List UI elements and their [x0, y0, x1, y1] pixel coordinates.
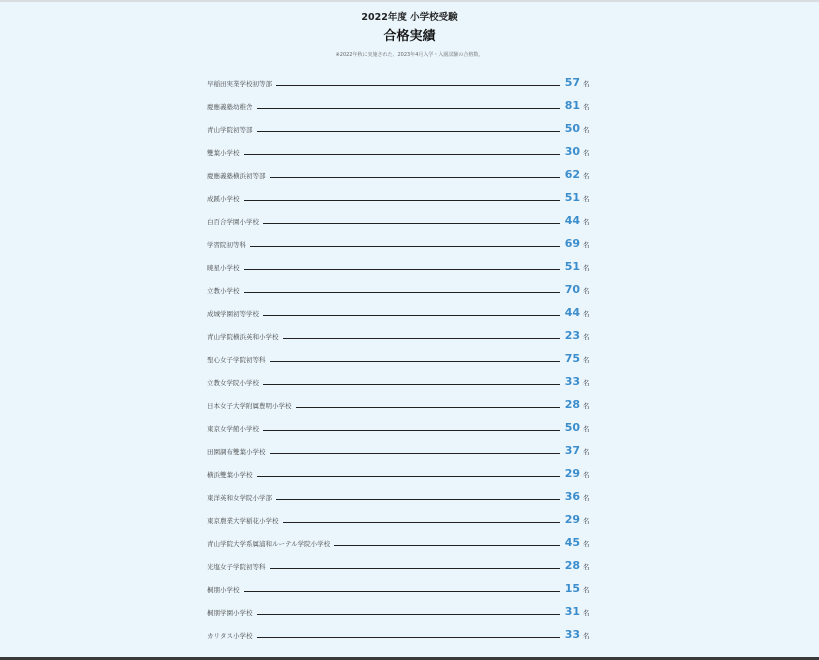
footnote: ※2022年秋に実施された、2023年4月入学・入園試験の合格数。 — [335, 52, 484, 58]
result-row — [207, 140, 591, 163]
school-name: 青山学院初等部 — [207, 125, 253, 134]
school-name: 桐朋学園小学校 — [207, 608, 253, 617]
leader-line — [270, 177, 561, 178]
leader-line — [257, 108, 561, 109]
leader-line — [250, 246, 560, 247]
leader-line — [263, 430, 560, 431]
page-title: 合格実績 — [383, 29, 436, 44]
school-name: 白百合学園小学校 — [207, 217, 259, 226]
school-name: 光塩女子学院初等科 — [207, 562, 266, 571]
pass-count: 28 — [564, 559, 580, 572]
pass-count: 23 — [564, 329, 580, 342]
result-row — [207, 485, 591, 508]
leader-line — [244, 154, 561, 155]
school-name: 立教女学院小学校 — [207, 378, 259, 387]
pass-count: 44 — [564, 214, 580, 227]
result-row — [207, 278, 591, 301]
leader-line — [296, 407, 561, 408]
result-row — [207, 94, 591, 117]
pass-count: 44 — [564, 306, 580, 319]
result-row — [207, 508, 591, 531]
pass-count: 75 — [564, 352, 580, 365]
school-name: 慶應義塾横浜初等部 — [207, 171, 266, 180]
pass-count: 51 — [564, 191, 580, 204]
pass-count: 33 — [564, 375, 580, 388]
school-name: 青山学院横浜英和小学校 — [207, 332, 279, 341]
school-name: 学習院初等科 — [207, 240, 246, 249]
school-name: カリタス小学校 — [207, 631, 253, 640]
pass-count: 29 — [564, 467, 580, 480]
result-row — [207, 324, 591, 347]
leader-line — [244, 269, 561, 270]
result-row — [207, 370, 591, 393]
count-unit: 名 — [583, 471, 590, 479]
count-unit: 名 — [583, 149, 590, 157]
count-unit: 名 — [583, 609, 590, 617]
school-name: 慶應義塾幼稚舎 — [207, 102, 253, 111]
school-name: 東京農業大学稲花小学校 — [207, 516, 279, 525]
school-name: 立教小学校 — [207, 286, 240, 295]
result-row — [207, 301, 591, 324]
school-name: 田園調布雙葉小学校 — [207, 447, 266, 456]
result-row — [207, 71, 591, 94]
pass-count: 50 — [564, 421, 580, 434]
result-row — [207, 623, 591, 646]
count-unit: 名 — [583, 103, 590, 111]
leader-line — [244, 292, 561, 293]
page-subtitle: 2022年度 小学校受験 — [361, 12, 458, 23]
pass-count: 50 — [564, 122, 580, 135]
result-row — [207, 393, 591, 416]
count-unit: 名 — [583, 333, 590, 341]
result-row — [207, 163, 591, 186]
result-row — [207, 255, 591, 278]
school-name: 聖心女子学院初等科 — [207, 355, 266, 364]
result-row — [207, 439, 591, 462]
results-list — [207, 71, 591, 646]
pass-count: 81 — [564, 99, 580, 112]
pass-count: 37 — [564, 444, 580, 457]
count-unit: 名 — [583, 356, 590, 364]
count-unit: 名 — [583, 540, 590, 548]
count-unit: 名 — [583, 425, 590, 433]
school-name: 東京女学館小学校 — [207, 424, 259, 433]
leader-line — [257, 131, 561, 132]
result-row — [207, 232, 591, 255]
result-row — [207, 554, 591, 577]
pass-count: 57 — [564, 76, 580, 89]
count-unit: 名 — [583, 241, 590, 249]
leader-line — [270, 568, 561, 569]
school-name: 雙葉小学校 — [207, 148, 240, 157]
pass-count: 51 — [564, 260, 580, 273]
leader-line — [257, 614, 561, 615]
count-unit: 名 — [583, 494, 590, 502]
pass-count: 45 — [564, 536, 580, 549]
leader-line — [257, 637, 561, 638]
pass-count: 15 — [564, 582, 580, 595]
count-unit: 名 — [583, 448, 590, 456]
pass-count: 62 — [564, 168, 580, 181]
count-unit: 名 — [583, 517, 590, 525]
window-top-border — [0, 0, 819, 2]
leader-line — [263, 384, 560, 385]
leader-line — [263, 315, 560, 316]
leader-line — [270, 453, 561, 454]
school-name: 横浜雙葉小学校 — [207, 470, 253, 479]
count-unit: 名 — [583, 195, 590, 203]
school-name: 成城学園初等学校 — [207, 309, 259, 318]
result-row — [207, 531, 591, 554]
count-unit: 名 — [583, 80, 590, 88]
result-row — [207, 600, 591, 623]
count-unit: 名 — [583, 218, 590, 226]
pass-count: 70 — [564, 283, 580, 296]
result-row — [207, 209, 591, 232]
leader-line — [244, 591, 561, 592]
school-name: 暁星小学校 — [207, 263, 240, 272]
count-unit: 名 — [583, 264, 590, 272]
pass-count: 29 — [564, 513, 580, 526]
leader-line — [334, 545, 560, 546]
leader-line — [244, 200, 561, 201]
count-unit: 名 — [583, 310, 590, 318]
leader-line — [283, 338, 561, 339]
result-row — [207, 462, 591, 485]
leader-line — [276, 499, 560, 500]
count-unit: 名 — [583, 172, 590, 180]
count-unit: 名 — [583, 126, 590, 134]
pass-count: 69 — [564, 237, 580, 250]
school-name: 桐朋小学校 — [207, 585, 240, 594]
result-row — [207, 186, 591, 209]
count-unit: 名 — [583, 563, 590, 571]
result-row — [207, 577, 591, 600]
leader-line — [283, 522, 561, 523]
school-name: 東洋英和女学院小学部 — [207, 493, 272, 502]
count-unit: 名 — [583, 586, 590, 594]
leader-line — [257, 476, 561, 477]
count-unit: 名 — [583, 287, 590, 295]
leader-line — [263, 223, 560, 224]
count-unit: 名 — [583, 379, 590, 387]
pass-count: 28 — [564, 398, 580, 411]
leader-line — [276, 85, 560, 86]
school-name: 成蹊小学校 — [207, 194, 240, 203]
school-name: 日本女子大学附属豊明小学校 — [207, 401, 292, 410]
pass-count: 30 — [564, 145, 580, 158]
school-name: 早稲田実業学校初等部 — [207, 79, 272, 88]
count-unit: 名 — [583, 632, 590, 640]
result-row — [207, 117, 591, 140]
count-unit: 名 — [583, 402, 590, 410]
leader-line — [270, 361, 561, 362]
pass-count: 31 — [564, 605, 580, 618]
pass-count: 33 — [564, 628, 580, 641]
result-row — [207, 347, 591, 370]
school-name: 青山学院大学系属浦和ルーテル学院小学校 — [207, 539, 331, 548]
result-row — [207, 416, 591, 439]
pass-count: 36 — [564, 490, 580, 503]
